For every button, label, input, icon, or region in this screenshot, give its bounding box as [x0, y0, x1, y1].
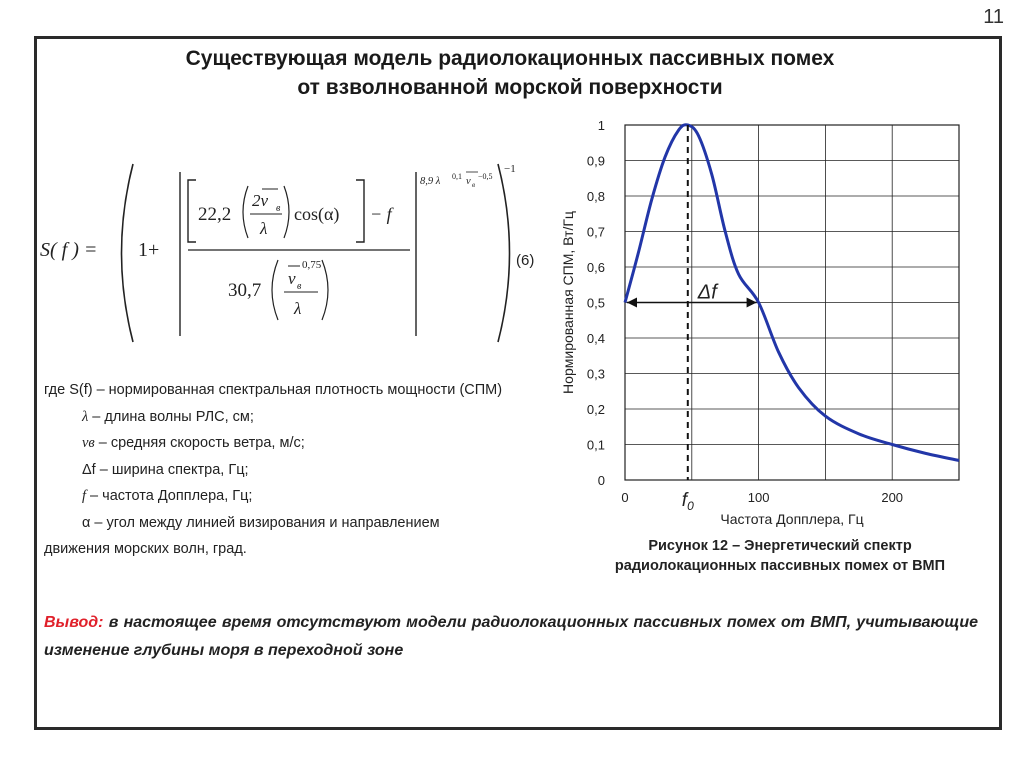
paren-left [122, 164, 134, 342]
equation-number: (6) [516, 252, 535, 269]
formula-lambda: λ [260, 219, 268, 238]
title-line-2: от взволнованной морской поверхности [297, 76, 723, 99]
figure-caption-line-2: радиолокационных пассивных помех от ВМП [614, 558, 946, 574]
peak-label: $f_0$ [681, 490, 694, 513]
formula-den-exp: 0,75 [302, 259, 322, 271]
formula-outer-exp-a: 0,1 [452, 172, 462, 181]
slide-number: 11 [983, 6, 1004, 28]
legend-item: где S(f) – нормированная спектральная плотность мощности (СПМ) [44, 382, 503, 398]
slide-title [60, 44, 960, 102]
y-axis-label: Нормированная СПМ, Вт/Гц [560, 211, 576, 394]
legend-item: движения морских волн, град. [44, 541, 247, 557]
formula-coef: 22,2 [198, 204, 232, 225]
formula-two-v: 2v [252, 191, 269, 210]
x-tick-label: 100 [747, 490, 770, 505]
formula-v: v [288, 269, 296, 288]
y-tick-label: 0 [597, 473, 605, 488]
formula-cos: cos(α) [294, 204, 340, 224]
legend-item: vв – средняя скорость ветра, м/с; [82, 435, 305, 451]
bracket-right [356, 180, 364, 242]
figure-caption-line-1: Рисунок 12 – Энергетический спектр [648, 538, 912, 554]
formula-den-coef: 30,7 [228, 280, 262, 301]
conclusion-lead: Вывод: [44, 614, 104, 631]
formula-lambda-2: λ [294, 299, 302, 318]
y-tick-label: 0,1 [586, 437, 605, 453]
y-tick-label: 0,4 [586, 331, 605, 346]
legend-item: λ – длина волны РЛС, см; [82, 408, 254, 425]
series-line [625, 125, 959, 461]
formula-outer-sub-v: в [472, 181, 476, 189]
y-tick-label: 1 [597, 118, 605, 133]
formula-lhs: S( f ) = [40, 239, 98, 261]
legend-item: f – частота Допплера, Гц; [82, 488, 253, 504]
conclusion-text: в настоящее время отсутствуют модели радиолокационных пассивных помех от ВМП, учитывающие изменение глубины моря в переходной зоне [44, 614, 978, 659]
chart-ticks [587, 118, 903, 505]
figure-caption [560, 536, 1000, 576]
x-axis-label: Частота Допплера, Гц [720, 511, 864, 527]
paren-right [498, 164, 510, 342]
x-tick-label: 0 [621, 490, 629, 505]
y-tick-label: 0,8 [586, 189, 605, 204]
formula-minus-f: − f [370, 204, 392, 224]
formula-outer-exp: 8,9 λ [420, 176, 441, 187]
y-tick-label: 0,9 [586, 153, 605, 169]
inner-paren-left [243, 186, 248, 238]
conclusion [44, 609, 978, 665]
formula [38, 158, 558, 348]
y-tick-label: 0,2 [586, 402, 605, 417]
delta-label: Δf [697, 281, 717, 304]
legend-item: α – угол между линией визирования и направлением [82, 514, 440, 531]
formula-sub-v-2: в [297, 281, 302, 292]
formula-one-plus: 1+ [138, 239, 160, 261]
y-tick-label: 0,5 [586, 295, 605, 311]
inner-paren-right [284, 186, 289, 238]
legend-item: Δf – ширина спектра, Гц; [82, 461, 249, 478]
legend [44, 377, 564, 563]
y-tick-label: 0,7 [586, 224, 605, 240]
title-line-1: Существующая модель радиолокационных пассивных помех [185, 47, 835, 70]
formula-outer-exp-b: −0,5 [478, 172, 493, 181]
spectrum-chart [556, 112, 986, 532]
formula-sub-v: в [276, 203, 281, 214]
formula-power: −1 [504, 163, 516, 175]
y-tick-label: 0,6 [586, 260, 605, 275]
bracket-left [188, 180, 196, 242]
y-tick-label: 0,3 [586, 366, 605, 382]
x-tick-label: 200 [881, 490, 904, 505]
formula-outer-v: v [466, 176, 471, 187]
